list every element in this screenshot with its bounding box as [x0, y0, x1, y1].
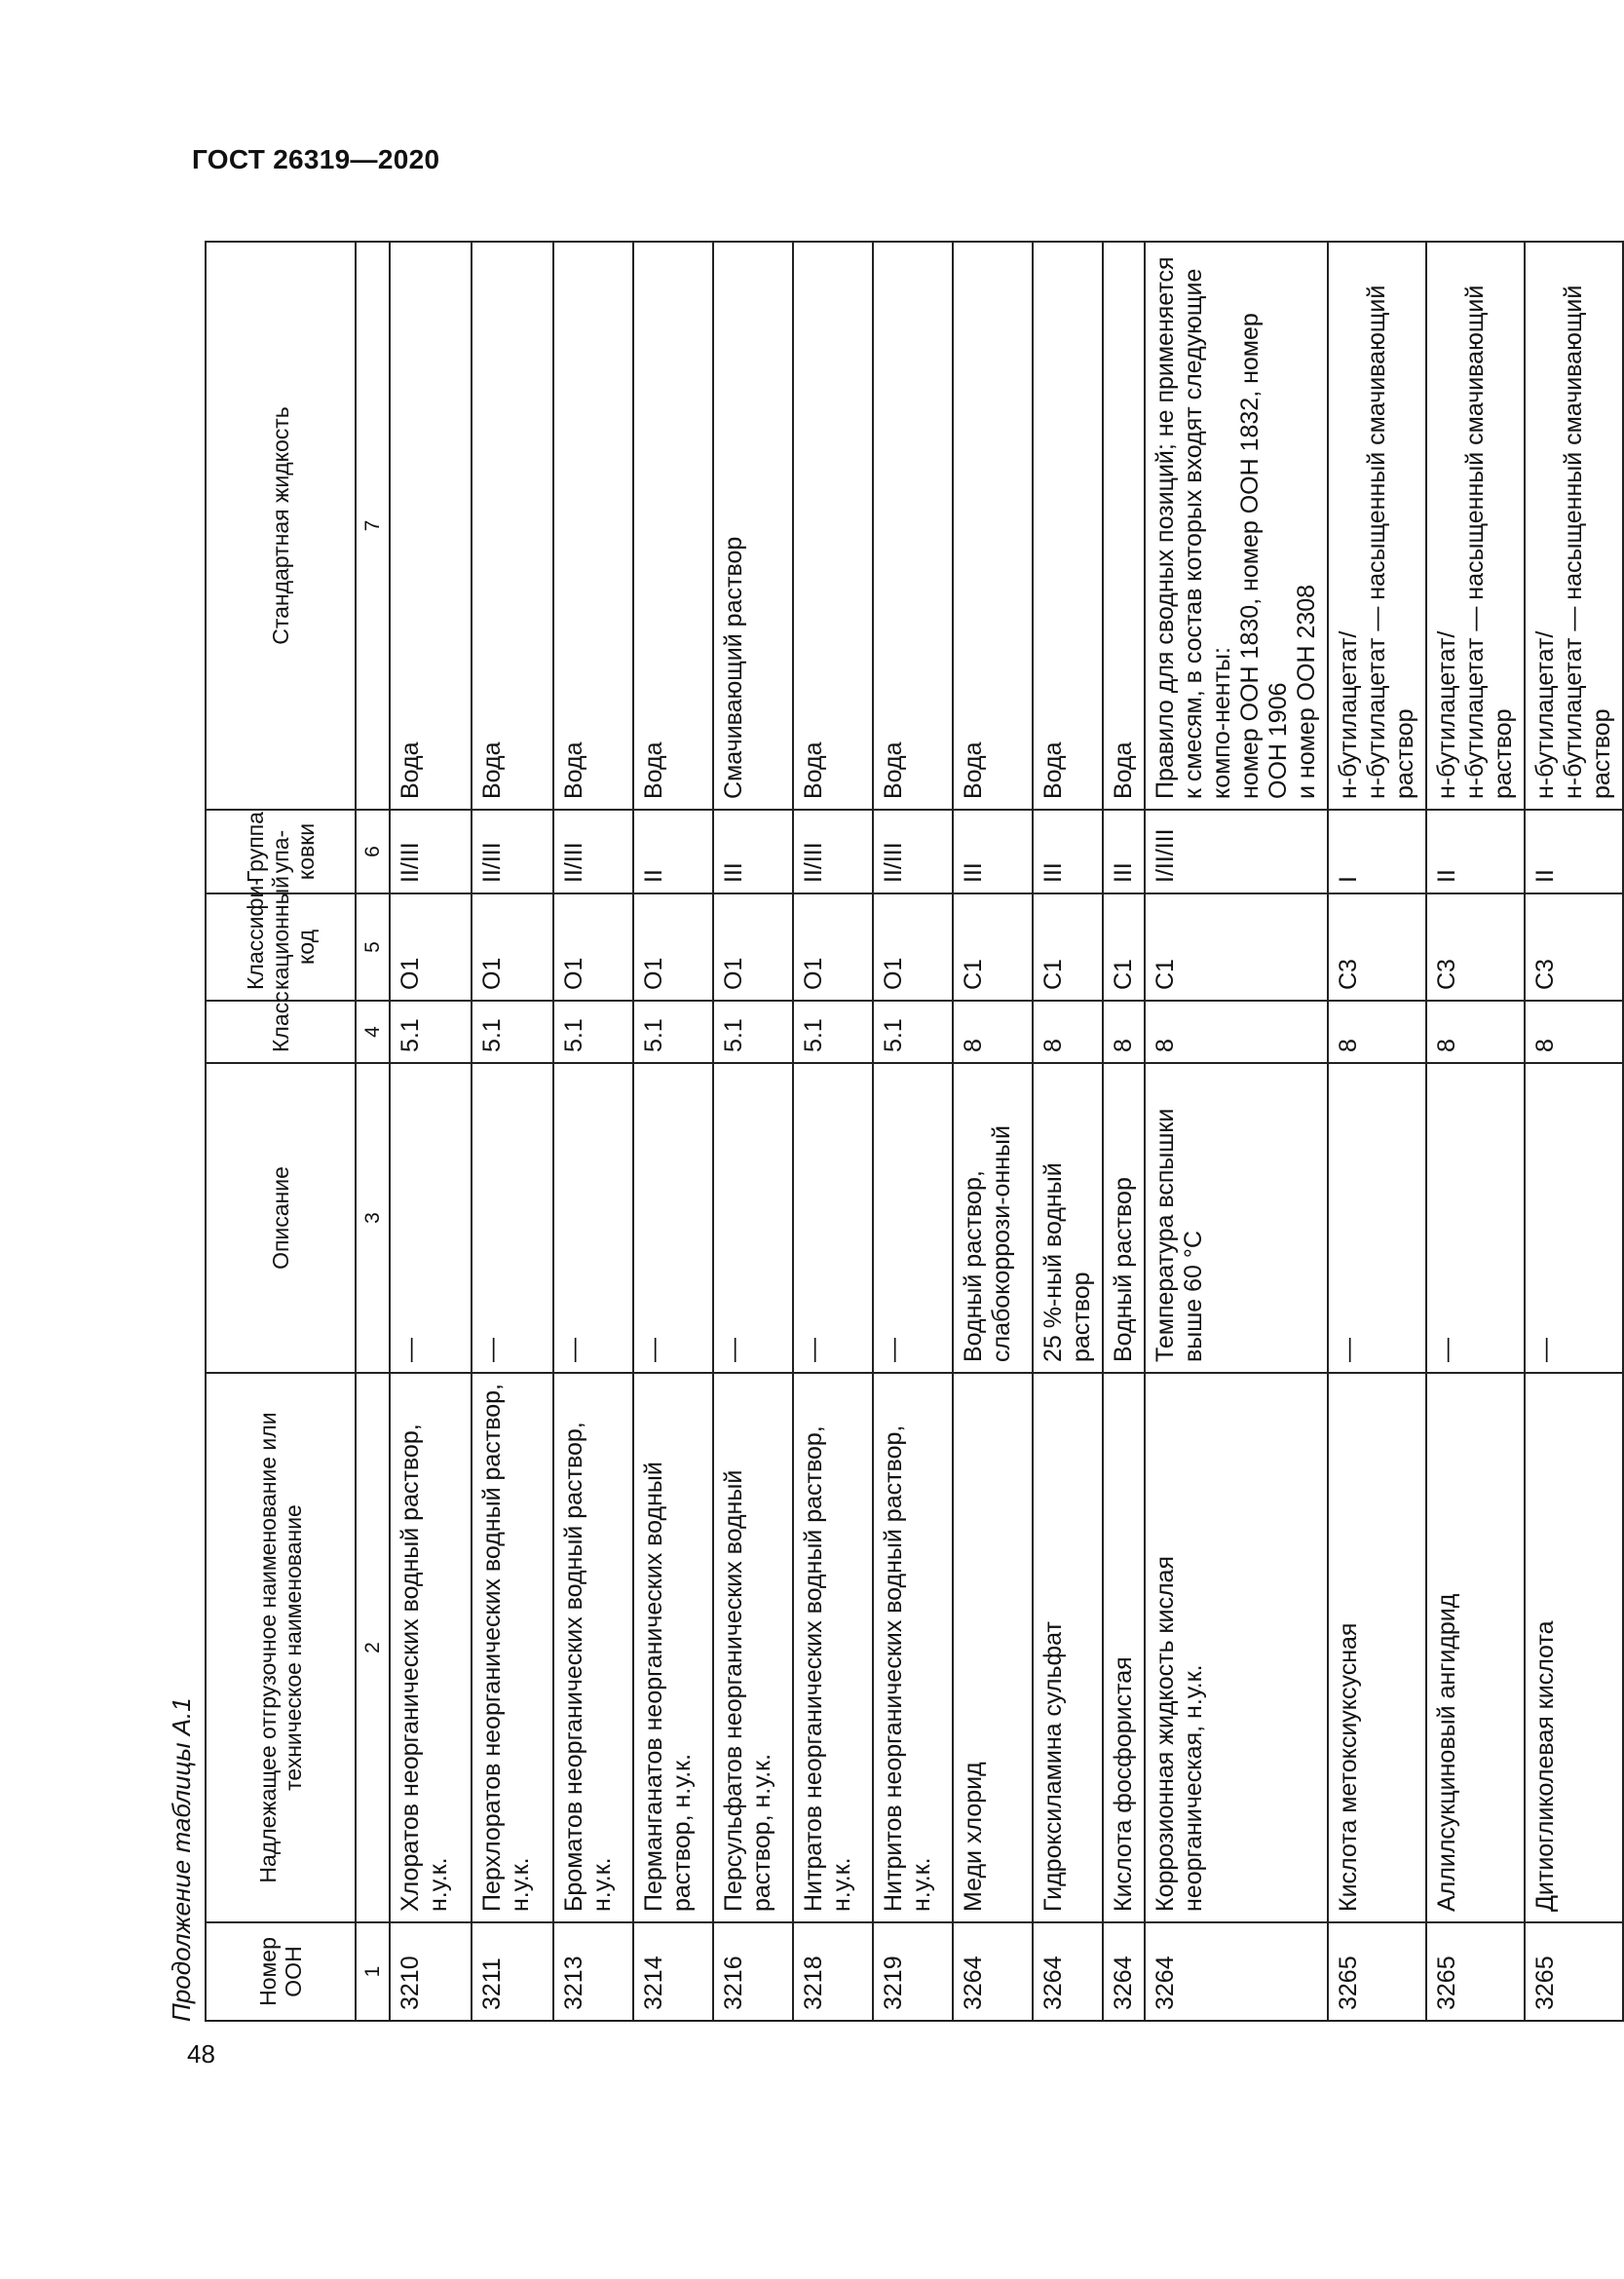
- classification-code-cell: О1: [633, 893, 713, 1001]
- un-number-cell: 3265: [1525, 1922, 1623, 2021]
- un-number-cell: 3214: [633, 1922, 713, 2021]
- standard-liquid-cell: Вода: [1103, 242, 1145, 810]
- col-header-standard-liquid: Стандартная жидкость: [206, 242, 356, 810]
- name-cell: Хлоратов неорганических водный раствор, н.у.к.: [390, 1373, 472, 1922]
- table-row: [1103, 242, 1145, 2021]
- standard-liquid-text: н-бутилацетат — насыщенный смачивающий раствор: [1560, 285, 1615, 799]
- description-cell: —: [713, 1063, 793, 1373]
- standard-liquid-cell: [1145, 242, 1328, 810]
- classification-code-cell: С3: [1328, 893, 1426, 1001]
- class-cell: 8: [1103, 1001, 1145, 1063]
- description-cell: —: [793, 1063, 873, 1373]
- name-cell: Нитритов неорганических водный раствор, н.у.к.: [873, 1373, 953, 1922]
- table-row: [1328, 242, 1426, 2021]
- col-number: 2: [356, 1373, 390, 1922]
- packing-group-cell: II: [1525, 810, 1623, 893]
- standard-liquid-cell: Вода: [953, 242, 1033, 810]
- un-number-cell: 3265: [1328, 1922, 1426, 2021]
- packing-group-cell: III: [1033, 810, 1103, 893]
- un-number-cell: 3210: [390, 1922, 472, 2021]
- un-number-cell: 3218: [793, 1922, 873, 2021]
- standard-liquid-cell: [1328, 242, 1426, 810]
- classification-code-cell: С1: [1033, 893, 1103, 1001]
- packing-group-cell: II/III: [793, 810, 873, 893]
- table-row: [1145, 242, 1328, 2021]
- table-row: [1525, 242, 1623, 2021]
- packing-group-cell: III: [1103, 810, 1145, 893]
- class-cell: 8: [1525, 1001, 1623, 1063]
- classification-code-cell: С3: [1525, 893, 1623, 1001]
- name-cell: Кислота метоксиуксусная: [1328, 1373, 1426, 1922]
- class-cell: 5.1: [713, 1001, 793, 1063]
- un-number-cell: 3265: [1426, 1922, 1525, 2021]
- col-header-name: Надлежащее отгрузочное наименование или техническое наименование: [206, 1373, 356, 1922]
- packing-group-cell: II: [633, 810, 713, 893]
- name-cell: Дитиогликолевая кислота: [1525, 1373, 1623, 1922]
- un-number-cell: 3213: [553, 1922, 633, 2021]
- packing-group-cell: III: [953, 810, 1033, 893]
- col-header-class: Класс: [206, 1001, 356, 1063]
- description-cell: Водный раствор: [1103, 1063, 1145, 1373]
- description-cell: —: [873, 1063, 953, 1373]
- col-header-description: Описание: [206, 1063, 356, 1373]
- classification-code-cell: С1: [953, 893, 1033, 1001]
- standard-liquid-cell: Вода: [553, 242, 633, 810]
- table-row: [953, 242, 1033, 2021]
- class-cell: 5.1: [553, 1001, 633, 1063]
- table-caption: Продолжение таблицы А.1: [167, 1697, 196, 2022]
- standard-liquid-cell: Вода: [793, 242, 873, 810]
- table-row: [633, 242, 713, 2021]
- col-number: 7: [356, 242, 390, 810]
- class-cell: 5.1: [873, 1001, 953, 1063]
- column-number-row: [356, 242, 390, 2021]
- col-number: 3: [356, 1063, 390, 1373]
- name-cell: Меди хлорид: [953, 1373, 1033, 1922]
- col-header-un-number: Номер ООН: [206, 1922, 356, 2021]
- class-cell: 8: [1033, 1001, 1103, 1063]
- document-header: ГОСТ 26319—2020: [192, 144, 440, 174]
- classification-code-cell: О1: [553, 893, 633, 1001]
- description-cell: —: [1525, 1063, 1623, 1373]
- class-cell: 8: [1426, 1001, 1525, 1063]
- un-number-cell: 3219: [873, 1922, 953, 2021]
- table-row: [1033, 242, 1103, 2021]
- col-number: 1: [356, 1922, 390, 2021]
- standard-liquid-text: н-бутилацетат/: [1531, 630, 1559, 799]
- class-cell: 5.1: [390, 1001, 472, 1063]
- un-number-cell: 3211: [472, 1922, 553, 2021]
- description-cell: —: [390, 1063, 472, 1373]
- class-cell: 8: [953, 1001, 1033, 1063]
- rotated-table-area: [166, 218, 1615, 2047]
- standard-liquid-text: Правило для сводных позиций; не применяется к смесям, в состав которых входят следующие компо-ненты:: [1152, 256, 1235, 799]
- standard-liquid-text: и номер ООН 2308: [1293, 584, 1320, 799]
- standard-liquid-cell: Вода: [390, 242, 472, 810]
- page-number: 48: [187, 2039, 215, 2069]
- un-number-cell: 3264: [953, 1922, 1033, 2021]
- name-cell: Кислота фосфористая: [1103, 1373, 1145, 1922]
- col-header-classification-code: Классифи-кационный код: [206, 893, 356, 1001]
- standard-liquid-text: н-бутилацетат — насыщенный смачивающий раствор: [1461, 285, 1517, 799]
- packing-group-cell: I: [1328, 810, 1426, 893]
- table-row: [1426, 242, 1525, 2021]
- name-cell: Перманганатов неорганических водный раствор, н.у.к.: [633, 1373, 713, 1922]
- description-cell: —: [472, 1063, 553, 1373]
- packing-group-cell: II/III: [873, 810, 953, 893]
- name-cell: Персульфатов неорганических водный раствор, н.у.к.: [713, 1373, 793, 1922]
- col-header-packing-group: Группа упа-ковки: [206, 810, 356, 893]
- packing-group-cell: II/III: [390, 810, 472, 893]
- description-cell: —: [633, 1063, 713, 1373]
- classification-code-cell: О1: [793, 893, 873, 1001]
- un-number-cell: 3264: [1033, 1922, 1103, 2021]
- class-cell: 8: [1145, 1001, 1328, 1063]
- standard-liquid-cell: Вода: [472, 242, 553, 810]
- standard-liquid-text: н-бутилацетат — насыщенный смачивающий раствор: [1363, 285, 1418, 799]
- un-number-cell: 3264: [1145, 1922, 1328, 2021]
- class-cell: 8: [1328, 1001, 1426, 1063]
- col-number: 6: [356, 810, 390, 893]
- class-cell: 5.1: [472, 1001, 553, 1063]
- packing-group-cell: II/III: [472, 810, 553, 893]
- col-number: 5: [356, 893, 390, 1001]
- packing-group-cell: II/III: [553, 810, 633, 893]
- table-row: [553, 242, 633, 2021]
- name-cell: Аллилсукциновый ангидрид: [1426, 1373, 1525, 1922]
- standard-liquid-cell: [1426, 242, 1525, 810]
- standard-liquid-cell: Вода: [873, 242, 953, 810]
- un-number-cell: 3216: [713, 1922, 793, 2021]
- class-cell: 5.1: [793, 1001, 873, 1063]
- table-row: [472, 242, 553, 2021]
- classification-code-cell: С3: [1426, 893, 1525, 1001]
- standard-liquid-text: н-бутилацетат/: [1433, 630, 1460, 799]
- standard-liquid-cell: Вода: [1033, 242, 1103, 810]
- description-cell: 25 %-ный водный раствор: [1033, 1063, 1103, 1373]
- substances-table: [205, 241, 1624, 2022]
- name-cell: Перхлоратов неорганических водный раствор, н.у.к.: [472, 1373, 553, 1922]
- class-cell: 5.1: [633, 1001, 713, 1063]
- name-cell: Гидроксиламина сульфат: [1033, 1373, 1103, 1922]
- standard-liquid-text: н-бутилацетат/: [1335, 630, 1362, 799]
- classification-code-cell: О1: [472, 893, 553, 1001]
- name-cell: Нитратов неорганических водный раствор, н.у.к.: [793, 1373, 873, 1922]
- description-cell: Водный раствор, слабокоррози-онный: [953, 1063, 1033, 1373]
- description-cell: —: [1328, 1063, 1426, 1373]
- un-number-cell: 3264: [1103, 1922, 1145, 2021]
- name-cell: Коррозионная жидкость кислая неорганическая, н.у.к.: [1145, 1373, 1328, 1922]
- classification-code-cell: С1: [1145, 893, 1328, 1001]
- standard-liquid-text: номер ООН 1830, номер ООН 1832, номер ООН 1906: [1236, 313, 1292, 799]
- description-cell: —: [553, 1063, 633, 1373]
- description-cell: —: [1426, 1063, 1525, 1373]
- name-cell: Броматов неорганических водный раствор, н.у.к.: [553, 1373, 633, 1922]
- packing-group-cell: I/II/III: [1145, 810, 1328, 893]
- packing-group-cell: II: [1426, 810, 1525, 893]
- table-row: [873, 242, 953, 2021]
- header-row: [206, 242, 356, 2021]
- standard-liquid-cell: Смачивающий раствор: [713, 242, 793, 810]
- standard-liquid-cell: Вода: [633, 242, 713, 810]
- packing-group-cell: III: [713, 810, 793, 893]
- table-row: [713, 242, 793, 2021]
- classification-code-cell: О1: [390, 893, 472, 1001]
- col-number: 4: [356, 1001, 390, 1063]
- description-cell: Температура вспышки выше 60 °С: [1145, 1063, 1328, 1373]
- standard-liquid-cell: [1525, 242, 1623, 810]
- classification-code-cell: С1: [1103, 893, 1145, 1001]
- table-row: [390, 242, 472, 2021]
- table-row: [793, 242, 873, 2021]
- classification-code-cell: О1: [713, 893, 793, 1001]
- classification-code-cell: О1: [873, 893, 953, 1001]
